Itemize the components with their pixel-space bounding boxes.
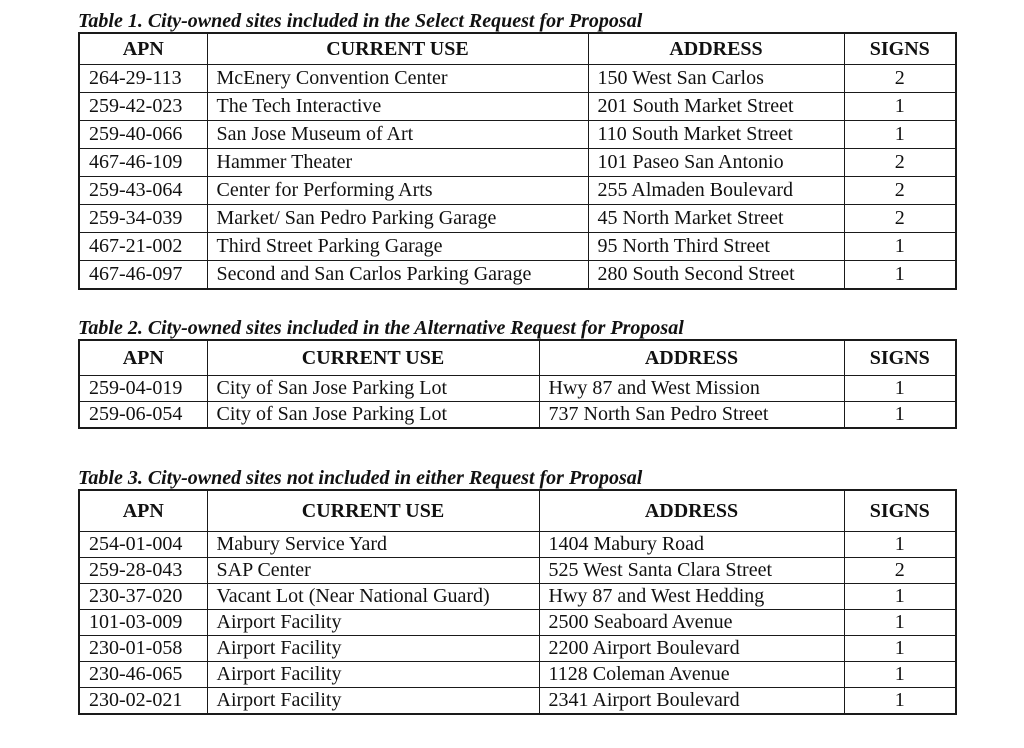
cell-current-use: Hammer Theater xyxy=(207,149,588,177)
cell-apn: 101-03-009 xyxy=(79,610,207,636)
cell-apn: 259-06-054 xyxy=(79,402,207,429)
cell-address: 45 North Market Street xyxy=(588,205,844,233)
cell-address: 1128 Coleman Avenue xyxy=(539,662,844,688)
cell-apn: 467-46-109 xyxy=(79,149,207,177)
cell-address: 201 South Market Street xyxy=(588,93,844,121)
cell-current-use: City of San Jose Parking Lot xyxy=(207,376,539,402)
cell-signs: 1 xyxy=(844,610,956,636)
alternative-rfp-sites-table xyxy=(78,339,957,429)
header-address: ADDRESS xyxy=(588,33,844,65)
cell-address: 2341 Airport Boulevard xyxy=(539,688,844,715)
cell-current-use: San Jose Museum of Art xyxy=(207,121,588,149)
cell-current-use: Airport Facility xyxy=(207,610,539,636)
cell-signs: 1 xyxy=(844,532,956,558)
cell-current-use: Vacant Lot (Near National Guard) xyxy=(207,584,539,610)
table-row xyxy=(79,584,956,610)
table-row xyxy=(79,376,956,402)
cell-address: 280 South Second Street xyxy=(588,261,844,290)
cell-signs: 1 xyxy=(844,93,956,121)
cell-address: 101 Paseo San Antonio xyxy=(588,149,844,177)
cell-address: 2200 Airport Boulevard xyxy=(539,636,844,662)
cell-apn: 259-43-064 xyxy=(79,177,207,205)
cell-apn: 230-02-021 xyxy=(79,688,207,715)
cell-current-use: Third Street Parking Garage xyxy=(207,233,588,261)
cell-signs: 2 xyxy=(844,205,956,233)
cell-current-use: Airport Facility xyxy=(207,662,539,688)
cell-signs: 2 xyxy=(844,65,956,93)
header-signs: SIGNS xyxy=(844,33,956,65)
header-signs: SIGNS xyxy=(844,490,956,532)
table-row xyxy=(79,205,956,233)
cell-current-use: Mabury Service Yard xyxy=(207,532,539,558)
cell-address: Hwy 87 and West Hedding xyxy=(539,584,844,610)
cell-current-use: Airport Facility xyxy=(207,688,539,715)
table-caption: Table 3. City-owned sites not included in either Request for Proposal xyxy=(78,467,643,489)
header-current-use: CURRENT USE xyxy=(207,340,539,376)
cell-current-use: Airport Facility xyxy=(207,636,539,662)
table-row xyxy=(79,261,956,290)
table-row xyxy=(79,402,956,429)
cell-apn: 259-28-043 xyxy=(79,558,207,584)
header-current-use: CURRENT USE xyxy=(207,490,539,532)
header-apn: APN xyxy=(79,490,207,532)
cell-signs: 1 xyxy=(844,688,956,715)
table-caption: Table 1. City-owned sites included in the Select Request for Proposal xyxy=(78,10,643,32)
cell-address: 150 West San Carlos xyxy=(588,65,844,93)
cell-current-use: Second and San Carlos Parking Garage xyxy=(207,261,588,290)
cell-signs: 1 xyxy=(844,261,956,290)
table-header-row xyxy=(79,33,956,65)
cell-signs: 1 xyxy=(844,636,956,662)
table-row xyxy=(79,662,956,688)
table-row xyxy=(79,636,956,662)
cell-current-use: Market/ San Pedro Parking Garage xyxy=(207,205,588,233)
table-row xyxy=(79,610,956,636)
cell-signs: 1 xyxy=(844,233,956,261)
cell-signs: 2 xyxy=(844,558,956,584)
cell-signs: 1 xyxy=(844,662,956,688)
cell-apn: 259-40-066 xyxy=(79,121,207,149)
header-address: ADDRESS xyxy=(539,490,844,532)
cell-apn: 259-04-019 xyxy=(79,376,207,402)
header-signs: SIGNS xyxy=(844,340,956,376)
cell-address: 1404 Mabury Road xyxy=(539,532,844,558)
cell-signs: 1 xyxy=(844,584,956,610)
cell-apn: 264-29-113 xyxy=(79,65,207,93)
excluded-sites-table xyxy=(78,489,957,715)
select-rfp-sites-table xyxy=(78,32,957,290)
cell-address: 255 Almaden Boulevard xyxy=(588,177,844,205)
table-row xyxy=(79,149,956,177)
table-2-block xyxy=(78,317,957,429)
cell-current-use: City of San Jose Parking Lot xyxy=(207,402,539,429)
table-row xyxy=(79,93,956,121)
cell-current-use: SAP Center xyxy=(207,558,539,584)
table-row xyxy=(79,233,956,261)
cell-address: 110 South Market Street xyxy=(588,121,844,149)
cell-signs: 2 xyxy=(844,149,956,177)
cell-address: 95 North Third Street xyxy=(588,233,844,261)
header-apn: APN xyxy=(79,340,207,376)
cell-address: 525 West Santa Clara Street xyxy=(539,558,844,584)
header-apn: APN xyxy=(79,33,207,65)
table-row xyxy=(79,532,956,558)
table-header-row xyxy=(79,490,956,532)
header-current-use: CURRENT USE xyxy=(207,33,588,65)
cell-signs: 1 xyxy=(844,376,956,402)
table-row xyxy=(79,558,956,584)
cell-address: Hwy 87 and West Mission xyxy=(539,376,844,402)
table-row xyxy=(79,688,956,715)
table-row xyxy=(79,177,956,205)
cell-current-use: McEnery Convention Center xyxy=(207,65,588,93)
cell-apn: 467-46-097 xyxy=(79,261,207,290)
cell-address: 2500 Seaboard Avenue xyxy=(539,610,844,636)
cell-signs: 1 xyxy=(844,121,956,149)
cell-signs: 1 xyxy=(844,402,956,429)
cell-apn: 230-37-020 xyxy=(79,584,207,610)
cell-current-use: The Tech Interactive xyxy=(207,93,588,121)
cell-apn: 259-34-039 xyxy=(79,205,207,233)
cell-apn: 254-01-004 xyxy=(79,532,207,558)
header-address: ADDRESS xyxy=(539,340,844,376)
table-3-block xyxy=(78,467,957,715)
table-header-row xyxy=(79,340,956,376)
cell-apn: 230-01-058 xyxy=(79,636,207,662)
cell-apn: 259-42-023 xyxy=(79,93,207,121)
table-row xyxy=(79,121,956,149)
cell-apn: 230-46-065 xyxy=(79,662,207,688)
cell-current-use: Center for Performing Arts xyxy=(207,177,588,205)
table-1-block xyxy=(78,10,957,290)
cell-signs: 2 xyxy=(844,177,956,205)
cell-address: 737 North San Pedro Street xyxy=(539,402,844,429)
table-row xyxy=(79,65,956,93)
table-caption: Table 2. City-owned sites included in the Alternative Request for Proposal xyxy=(78,317,684,339)
cell-apn: 467-21-002 xyxy=(79,233,207,261)
